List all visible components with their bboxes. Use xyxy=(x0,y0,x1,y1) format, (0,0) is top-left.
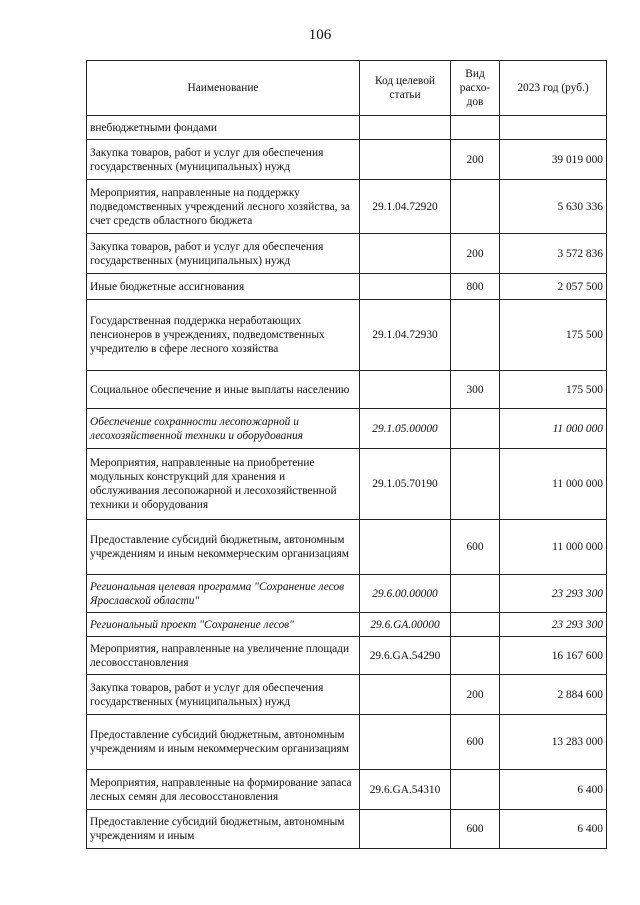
header-name: Наименование xyxy=(87,61,360,116)
row-code xyxy=(360,715,451,770)
row-sum: 11 000 000 xyxy=(500,449,607,520)
row-kind: 600 xyxy=(451,810,500,849)
row-code: 29.6.00.00000 xyxy=(360,575,451,613)
row-code xyxy=(360,274,451,300)
table-row xyxy=(87,371,607,409)
row-code xyxy=(360,371,451,409)
row-code: 29.6.GA.00000 xyxy=(360,613,451,637)
table-row xyxy=(87,810,607,849)
row-name: Закупка товаров, работ и услуг для обеспечения государственных (муниципальных) нужд xyxy=(87,140,360,180)
row-kind xyxy=(451,613,500,637)
row-sum: 2 057 500 xyxy=(500,274,607,300)
row-sum: 3 572 836 xyxy=(500,234,607,274)
table-row xyxy=(87,520,607,575)
row-sum: 2 884 600 xyxy=(500,675,607,715)
row-kind xyxy=(451,637,500,675)
table-row xyxy=(87,234,607,274)
table-row xyxy=(87,409,607,449)
row-name: Мероприятия, направленные на формирование запаса лесных семян для лесовосстановления xyxy=(87,770,360,810)
row-sum: 23 293 300 xyxy=(500,613,607,637)
table-row xyxy=(87,637,607,675)
row-kind: 800 xyxy=(451,274,500,300)
table-row xyxy=(87,715,607,770)
table-row xyxy=(87,770,607,810)
row-code: 29.1.04.72930 xyxy=(360,300,451,371)
row-sum: 16 167 600 xyxy=(500,637,607,675)
row-kind xyxy=(451,409,500,449)
row-kind xyxy=(451,180,500,234)
table-row xyxy=(87,575,607,613)
row-code: 29.1.05.00000 xyxy=(360,409,451,449)
row-name: Мероприятия, направленные на поддержку подведомственных учреждений лесного хозяйства, за счет средств областного бюджета xyxy=(87,180,360,234)
row-name: Мероприятия, направленные на приобретение модульных конструкций для хранения и обслуживания лесопожарной и лесохозяйственной техники и оборудования xyxy=(87,449,360,520)
row-code xyxy=(360,234,451,274)
row-name: Мероприятия, направленные на увеличение площади лесовосстановления xyxy=(87,637,360,675)
row-sum: 23 293 300 xyxy=(500,575,607,613)
row-kind: 300 xyxy=(451,371,500,409)
row-kind: 200 xyxy=(451,140,500,180)
header-sum: 2023 год (руб.) xyxy=(500,61,607,116)
row-kind xyxy=(451,770,500,810)
row-code xyxy=(360,675,451,715)
row-name: Предоставление субсидий бюджетным, автономным учреждениям и иным некоммерческим организациям xyxy=(87,520,360,575)
budget-table xyxy=(86,60,607,849)
row-kind: 600 xyxy=(451,715,500,770)
row-name: внебюджетными фондами xyxy=(87,116,360,140)
row-code xyxy=(360,116,451,140)
row-name: Закупка товаров, работ и услуг для обеспечения государственных (муниципальных) нужд xyxy=(87,234,360,274)
row-kind xyxy=(451,116,500,140)
row-sum: 6 400 xyxy=(500,770,607,810)
row-name: Социальное обеспечение и иные выплаты населению xyxy=(87,371,360,409)
table-row xyxy=(87,300,607,371)
row-code: 29.1.04.72920 xyxy=(360,180,451,234)
row-kind: 600 xyxy=(451,520,500,575)
row-code: 29.6.GA.54290 xyxy=(360,637,451,675)
table-row xyxy=(87,180,607,234)
row-code xyxy=(360,140,451,180)
row-kind xyxy=(451,449,500,520)
row-sum: 175 500 xyxy=(500,371,607,409)
table-row xyxy=(87,116,607,140)
page-number: 106 xyxy=(308,27,332,43)
row-sum: 11 000 000 xyxy=(500,520,607,575)
table-row xyxy=(87,449,607,520)
row-sum: 13 283 000 xyxy=(500,715,607,770)
row-sum: 5 630 336 xyxy=(500,180,607,234)
row-sum: 6 400 xyxy=(500,810,607,849)
row-name: Закупка товаров, работ и услуг для обеспечения государственных (муниципальных) нужд xyxy=(87,675,360,715)
table-row xyxy=(87,140,607,180)
row-sum xyxy=(500,116,607,140)
table-row xyxy=(87,274,607,300)
table-row xyxy=(87,675,607,715)
table-row xyxy=(87,613,607,637)
row-kind xyxy=(451,300,500,371)
row-kind: 200 xyxy=(451,234,500,274)
row-name: Предоставление субсидий бюджетным, автономным учреждениям и иным некоммерческим организациям xyxy=(87,715,360,770)
row-code: 29.1.05.70190 xyxy=(360,449,451,520)
header-kind: Вид расхо-дов xyxy=(451,61,500,116)
table-header-row xyxy=(87,61,607,116)
row-name: Предоставление субсидий бюджетным, автономным учреждениям и иным xyxy=(87,810,360,849)
row-name: Региональный проект "Сохранение лесов" xyxy=(87,613,360,637)
header-code: Код целевой статьи xyxy=(360,61,451,116)
row-name: Иные бюджетные ассигнования xyxy=(87,274,360,300)
row-sum: 11 000 000 xyxy=(500,409,607,449)
row-name: Государственная поддержка неработающих пенсионеров в учреждениях, подведомственных учредителю в сфере лесного хозяйства xyxy=(87,300,360,371)
row-kind xyxy=(451,575,500,613)
row-sum: 39 019 000 xyxy=(500,140,607,180)
row-code xyxy=(360,810,451,849)
row-sum: 175 500 xyxy=(500,300,607,371)
row-code xyxy=(360,520,451,575)
row-name: Региональная целевая программа "Сохранение лесов Ярославской области" xyxy=(87,575,360,613)
row-kind: 200 xyxy=(451,675,500,715)
row-code: 29.6.GA.54310 xyxy=(360,770,451,810)
row-name: Обеспечение сохранности лесопожарной и лесохозяйственной техники и оборудования xyxy=(87,409,360,449)
